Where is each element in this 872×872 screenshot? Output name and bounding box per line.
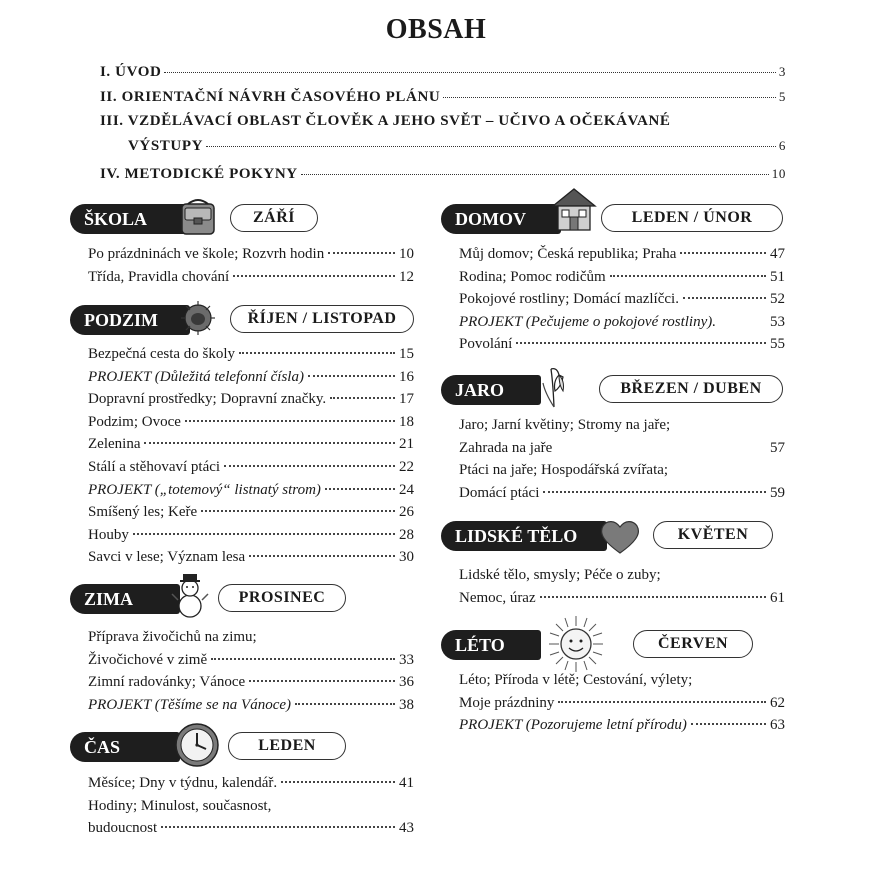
month-label: BŘEZEN / DUBEN <box>599 375 783 403</box>
section-title: LÉTO <box>441 630 541 660</box>
entries-podzim <box>88 343 414 569</box>
list-item[interactable]: PROJEKT („totemový“ listnatý strom) 24 <box>88 481 414 498</box>
list-item[interactable]: Savci v lese; Význam lesa 30 <box>88 549 414 566</box>
sun-icon <box>545 614 607 674</box>
section-header-telo <box>441 521 775 551</box>
list-item[interactable]: Zahrada na jaře 57 <box>459 439 785 456</box>
list-item[interactable]: Rodina; Pomoc rodičům 51 <box>459 268 785 285</box>
list-item[interactable]: Můj domov; Česká republika; Praha 47 <box>459 246 785 262</box>
section-header-cas <box>70 732 360 762</box>
section-title: JARO <box>441 375 541 405</box>
section-header-leto <box>441 630 755 660</box>
list-item[interactable]: Stálí a stěhovaví ptáci 22 <box>88 458 414 475</box>
toc-entry-oblast[interactable]: VÝSTUPY 6 <box>128 138 786 154</box>
month-label: LEDEN / ÚNOR <box>601 204 783 232</box>
list-item[interactable]: Moje prázdniny 62 <box>459 694 785 711</box>
toc-entry-uvod[interactable]: I. ÚVOD 3 <box>100 64 786 80</box>
month-label: ŘÍJEN / LISTOPAD <box>230 305 414 333</box>
school-bag-icon <box>176 196 220 238</box>
list-item[interactable]: Po prázdninách ve škole; Rozvrh hodin 10 <box>88 246 414 262</box>
heart-icon <box>599 519 641 555</box>
month-label: ZÁŘÍ <box>230 204 318 232</box>
list-item[interactable]: PROJEKT (Těšíme se na Vánoce) 38 <box>88 696 414 713</box>
list-item[interactable]: Zelenina 21 <box>88 436 414 453</box>
list-item[interactable]: Smíšený les; Keře 26 <box>88 504 414 521</box>
list-item[interactable]: PROJEKT (Důležitá telefonní čísla) 16 <box>88 368 414 385</box>
entries-telo <box>459 564 785 609</box>
section-title: ČAS <box>70 732 180 762</box>
entries-jaro <box>459 414 785 504</box>
list-item[interactable]: Dopravní prostředky; Dopravní značky. 17 <box>88 391 414 408</box>
section-header-skola <box>70 204 330 234</box>
list-item[interactable]: PROJEKT (Pozorujeme letní přírodu) 63 <box>459 717 785 734</box>
list-item[interactable]: Podzim; Ovoce 18 <box>88 413 414 430</box>
toc-entry-oblast-line1[interactable]: III. VZDĚLÁVACÍ OBLAST ČLOVĚK A JEHO SVĚT – UČIVO A OČEKÁVANÉ <box>100 113 671 129</box>
entries-domov <box>459 243 785 356</box>
list-item[interactable]: budoucnost 43 <box>88 820 414 837</box>
section-header-zima <box>70 584 360 614</box>
month-label: PROSINEC <box>218 584 346 612</box>
section-header-domov <box>441 204 785 234</box>
entries-cas <box>88 772 414 840</box>
list-item[interactable]: Měsíce; Dny v týdnu, kalendář. 41 <box>88 775 414 791</box>
section-title: ŠKOLA <box>70 204 188 234</box>
entries-zima <box>88 626 414 716</box>
list-item[interactable]: Příprava živočichů na zimu; <box>88 629 257 645</box>
list-item[interactable]: Pokojové rostliny; Domácí mazlíčci. 52 <box>459 291 785 308</box>
list-item[interactable]: Živočichové v zimě 33 <box>88 651 414 668</box>
section-title: ZIMA <box>70 584 180 614</box>
toc-entry-pokyny[interactable]: IV. METODICKÉ POKYNY 10 <box>100 166 786 182</box>
toc-entry-plan[interactable]: II. ORIENTAČNÍ NÁVRH ČASOVÉHO PLÁNU 5 <box>100 89 786 105</box>
section-title: DOMOV <box>441 204 561 234</box>
month-label: KVĚTEN <box>653 521 773 549</box>
clock-icon <box>174 722 220 768</box>
chestnut-icon <box>180 300 216 336</box>
list-item[interactable]: Povolání 55 <box>459 336 785 353</box>
list-item[interactable]: Nemoc, úraz 61 <box>459 589 785 606</box>
section-title: LIDSKÉ TĚLO <box>441 521 607 551</box>
month-label: ČERVEN <box>633 630 753 658</box>
snowman-icon <box>170 570 210 620</box>
entries-skola <box>88 243 414 288</box>
entries-leto <box>459 669 785 737</box>
list-item[interactable]: Domácí ptáci 59 <box>459 484 785 501</box>
list-item[interactable]: Třída, Pravidla chování 12 <box>88 268 414 285</box>
section-header-jaro <box>441 375 785 405</box>
snowdrop-icon <box>537 363 571 409</box>
month-label: LEDEN <box>228 732 346 760</box>
list-item[interactable]: Lidské tělo, smysly; Péče o zuby; <box>459 567 661 583</box>
list-item[interactable]: Ptáci na jaře; Hospodářská zvířata; <box>459 462 669 479</box>
list-item[interactable]: Jaro; Jarní květiny; Stromy na jaře; <box>459 417 671 433</box>
list-item[interactable]: Bezpečná cesta do školy 15 <box>88 346 414 362</box>
list-item[interactable]: Léto; Příroda v létě; Cestování, výlety; <box>459 672 693 688</box>
section-title: PODZIM <box>70 305 190 335</box>
list-item[interactable]: PROJEKT (Pečujeme o pokojové rostliny). 53 <box>459 313 785 330</box>
house-icon <box>549 186 599 234</box>
page-title: OBSAH <box>385 14 487 45</box>
list-item[interactable]: Houby 28 <box>88 526 414 543</box>
list-item[interactable]: Hodiny; Minulost, současnost, <box>88 797 272 814</box>
list-item[interactable]: Zimní radovánky; Vánoce 36 <box>88 674 414 691</box>
section-header-podzim <box>70 305 420 335</box>
